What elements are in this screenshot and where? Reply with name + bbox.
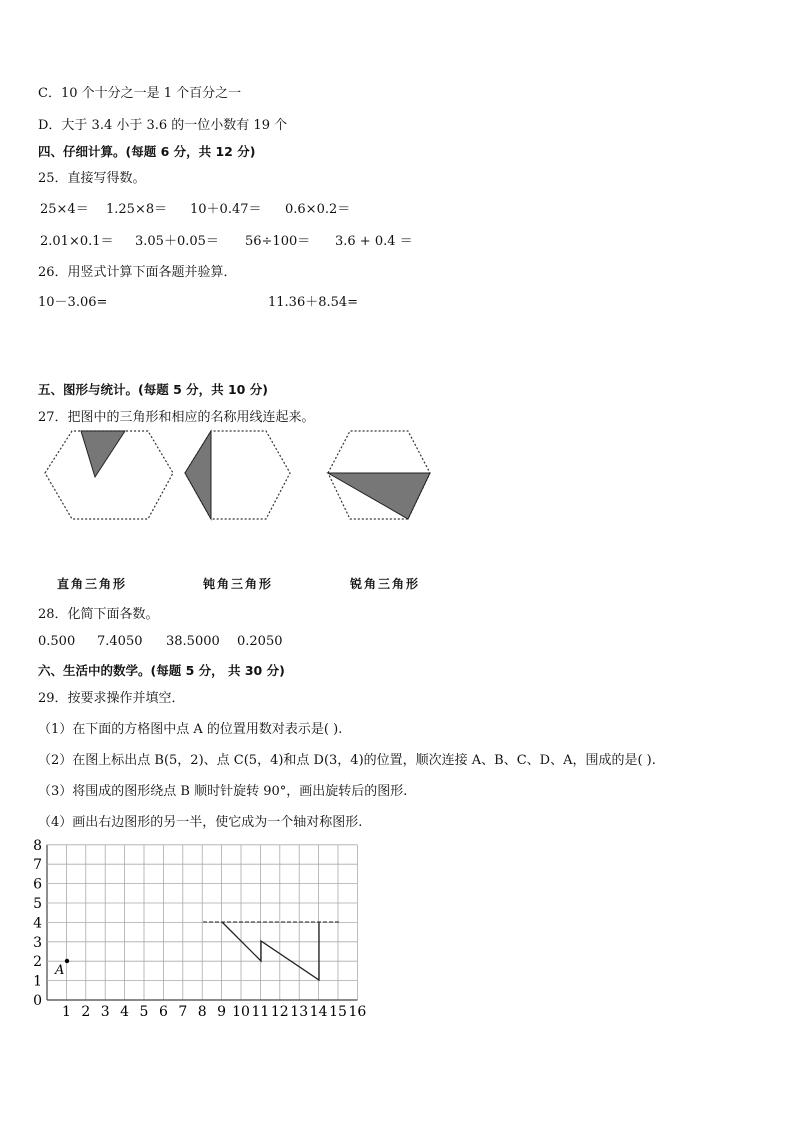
calc-1-1: 25×4＝	[40, 202, 89, 217]
point-a-label: A	[55, 963, 65, 978]
question-27: 27．把图中的三角形和相应的名称用线连起来。	[38, 410, 315, 425]
y-tick-label: 3	[33, 934, 42, 951]
simplify-number-4: 0.2050	[237, 634, 283, 649]
simplify-number-3: 38.5000	[166, 634, 220, 649]
x-tick-label: 2	[81, 1004, 91, 1020]
x-tick-label: 1	[61, 1004, 71, 1020]
question-26: 26．用竖式计算下面各题并验算．	[38, 265, 237, 280]
point-a	[65, 959, 69, 963]
y-tick-label: 5	[33, 896, 42, 912]
option-d: D．大于 3.4 小于 3.6 的一位小数有 19 个	[38, 118, 288, 133]
grid-lines	[47, 845, 357, 1000]
option-c: C．10 个十分之一是 1 个百分之一	[38, 86, 242, 101]
simplify-number-2: 7.4050	[97, 634, 143, 649]
hexagon-figures	[30, 425, 450, 530]
x-tick-label: 10	[232, 1004, 250, 1020]
calc-1-2: 1.25×8＝	[106, 202, 168, 217]
triangle-name-right: 直角三角形	[57, 577, 128, 591]
calc-2-1: 2.01×0.1＝	[40, 234, 114, 249]
question-28: 28．化简下面各数。	[38, 607, 159, 622]
triangle-name-acute: 锐角三角形	[350, 577, 421, 591]
question-25: 25．直接写得数。	[38, 171, 146, 186]
calc-2-2: 3.05＋0.05＝	[135, 234, 219, 249]
question-29-1: （1）在下面的方格图中点 A 的位置用数对表示是( ).	[38, 722, 343, 737]
section-6-heading: 六、生活中的数学。(每题 5 分， 共 30 分)	[38, 663, 285, 678]
simplify-number-1: 0.500	[38, 634, 76, 649]
x-tick-label: 3	[100, 1004, 110, 1020]
y-tick-label: 1	[33, 973, 42, 990]
x-tick-label: 8	[197, 1004, 207, 1020]
x-tick-label: 6	[158, 1004, 168, 1020]
x-tick-label: 4	[120, 1004, 130, 1020]
question-29-3: （3）将围成的图形绕点 B 顺时针旋转 90°，画出旋转后的图形.	[38, 784, 408, 799]
y-tick-label: 6	[33, 876, 42, 893]
section-5-heading: 五、图形与统计。(每题 5 分，共 10 分)	[38, 382, 268, 397]
calc-1-3: 10＋0.47＝	[190, 202, 262, 217]
question-29: 29．按要求操作并填空．	[38, 691, 185, 706]
calc-1-4: 0.6×0.2＝	[285, 202, 351, 217]
x-tick-label: 7	[178, 1004, 188, 1020]
y-tick-label: 7	[33, 857, 42, 874]
vertical-calc-2: 11.36＋8.54=	[268, 295, 359, 310]
y-tick-label: 2	[33, 954, 42, 971]
x-tick-label: 9	[217, 1004, 227, 1020]
vertical-calc-1: 10－3.06=	[38, 295, 108, 310]
half-figure	[222, 922, 319, 980]
x-tick-label: 11	[251, 1004, 270, 1020]
x-tick-label: 13	[290, 1004, 309, 1020]
question-29-2: （2）在图上标出点 B(5，2)、点 C(5，4)和点 D(3，4)的位置，顺次连接 A、B、C、D、A，围成的是( ).	[38, 753, 656, 768]
x-tick-label: 14	[309, 1004, 328, 1020]
x-tick-label: 15	[329, 1004, 347, 1020]
calc-2-4: 3.6 + 0.4 ＝	[335, 234, 413, 249]
triangle-name-obtuse: 钝角三角形	[203, 577, 274, 591]
x-tick-label: 12	[270, 1004, 289, 1020]
hexagon-2	[185, 431, 290, 519]
section-4-heading: 四、仔细计算。(每题 6 分，共 12 分)	[38, 144, 256, 159]
hexagon-1	[45, 431, 173, 519]
y-tick-label: 8	[33, 838, 42, 854]
grid-labels	[33, 838, 366, 1020]
question-29-4: （4）画出右边图形的另一半，使它成为一个轴对称图形.	[38, 815, 363, 830]
y-tick-label: 4	[33, 915, 42, 932]
x-tick-label: 16	[348, 1004, 367, 1020]
coordinate-grid	[30, 838, 390, 1023]
hexagon-3	[328, 431, 430, 519]
x-tick-label: 5	[139, 1004, 149, 1020]
y-tick-label: 0	[33, 993, 42, 1009]
calc-2-3: 56÷100＝	[245, 234, 311, 249]
